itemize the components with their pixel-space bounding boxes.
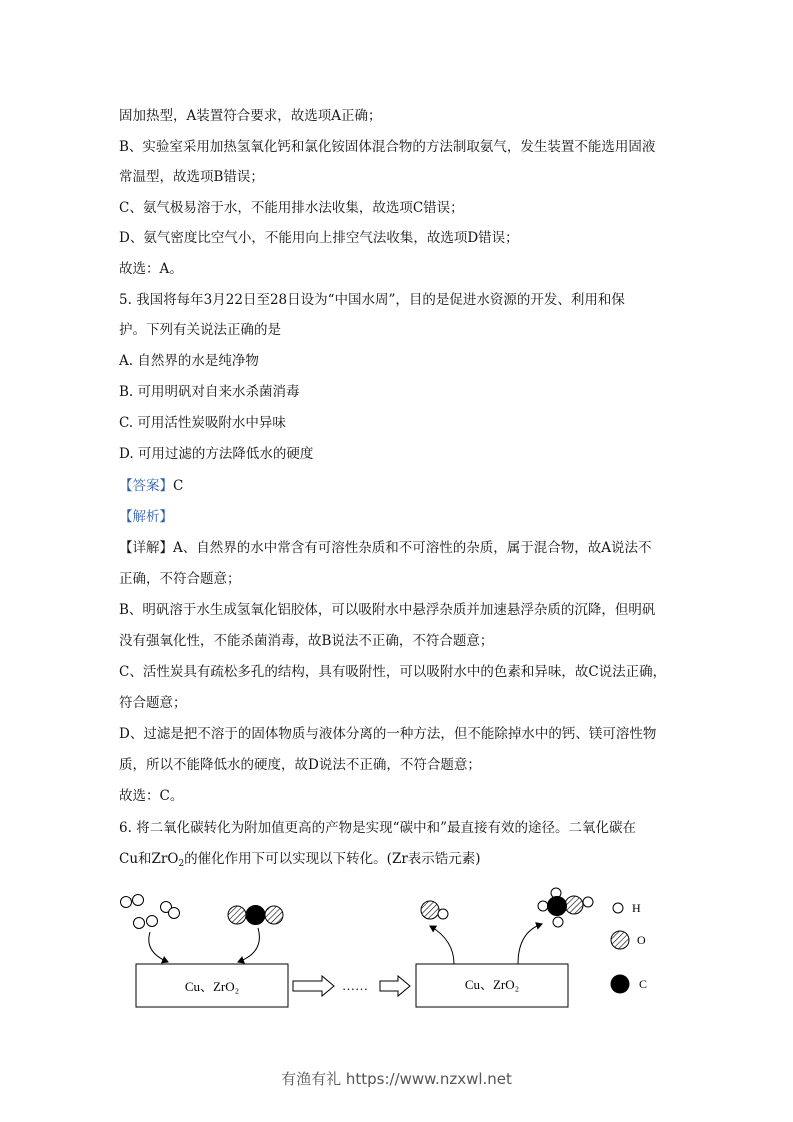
answer-line xyxy=(119,476,183,496)
catalyst-label-left: Cu、ZrO₂ xyxy=(184,979,240,994)
legend xyxy=(611,901,648,994)
detail-line: 故选：C。 xyxy=(119,788,184,804)
option-b: B. 可用明矾对自来水杀菌消毒 xyxy=(119,384,300,400)
arrow-icon xyxy=(518,924,542,964)
text-line: 故选：A。 xyxy=(119,261,183,277)
detail-line: 正确，不符合题意； xyxy=(119,571,241,587)
ellipsis-label: …… xyxy=(342,978,368,993)
footer-watermark: 有渔有礼 https://www.nzxwl.net xyxy=(281,1070,512,1088)
option-c: C. 可用活性炭吸附水中异味 xyxy=(119,415,286,431)
oxygen-atom-icon xyxy=(611,931,629,949)
text-line: 常温型，故选项B错误； xyxy=(119,169,264,185)
catalyst-label-right: Cu、ZrO₂ xyxy=(464,977,520,992)
water-molecule-icon xyxy=(421,901,448,919)
hollow-arrow-icon xyxy=(380,976,410,996)
question-6-stem: 6. 将二氧化碳转化为附加值更高的产物是实现“碳中和”最直接有效的途径。二氧化碳在 xyxy=(119,820,636,836)
answer-tag: 【答案】 xyxy=(119,478,173,494)
detail-line: D、过滤是把不溶于的固体物质与液体分离的一种方法，但不能除掉水中的钙、镁可溶性物 xyxy=(119,726,657,742)
catalysis-diagram xyxy=(110,880,670,1020)
text-line: 固加热型，A装置符合要求，故选项A正确； xyxy=(119,108,382,124)
legend-o: O xyxy=(637,933,646,947)
detail-line: C、活性炭具有疏松多孔的结构，具有吸附性，可以吸附水中的色素和异味，故C说法正确， xyxy=(119,664,667,680)
detail-line: 没有强氧化性，不能杀菌消毒，故B说法不正确，不符合题意； xyxy=(119,633,494,649)
hydrogen-molecules-icon xyxy=(121,895,180,929)
legend-h: H xyxy=(632,901,641,915)
legend-c: C xyxy=(639,977,648,991)
arrow-icon xyxy=(430,926,454,964)
detail-line: 符合题意； xyxy=(119,695,187,711)
analysis-tag: 【解析】 xyxy=(119,509,173,525)
option-d: D. 可用过滤的方法降低水的硬度 xyxy=(119,446,314,462)
answer-value: C xyxy=(173,478,184,494)
arrow-icon xyxy=(149,932,168,962)
methanol-molecule-icon xyxy=(538,888,593,927)
co2-molecule-icon xyxy=(228,906,283,925)
text-line: C、氨气极易溶于水，不能用排水法收集，故选项C错误； xyxy=(119,200,464,216)
option-a: A. 自然界的水是纯净物 xyxy=(119,353,259,369)
hollow-arrow-icon xyxy=(293,976,334,996)
question-5-stem: 5. 我国将每年3月22日至28日设为“中国水周”，目的是促进水资源的开发、利用和保 xyxy=(119,292,625,308)
text-line: D、氨气密度比空气小，不能用向上排空气法收集，故选项D错误； xyxy=(119,230,519,246)
detail-line: B、明矾溶于水生成氢氧化铝胶体，可以吸附水中悬浮杂质并加速悬浮杂质的沉降，但明矾 xyxy=(119,602,656,618)
arrow-icon xyxy=(238,928,259,962)
text-line: B、实验室采用加热氢氧化钙和氯化铵固体混合物的方法制取氨气，发生装置不能选用固液 xyxy=(119,139,656,155)
question-6-stem: Cu和ZrO$_2$的催化作用下可以实现以下转化。(Zr表示锆元素) xyxy=(119,851,481,869)
hydrogen-atom-icon xyxy=(613,903,623,913)
question-5-stem: 护。下列有关说法正确的是 xyxy=(119,322,281,338)
detail-line: 【详解】A、自然界的水中常含有可溶性杂质和不可溶性的杂质，属于混合物，故A说法不 xyxy=(119,540,652,556)
detail-line: 质，所以不能降低水的硬度，故D说法不正确，不符合题意； xyxy=(119,757,481,773)
carbon-atom-icon xyxy=(611,975,630,994)
